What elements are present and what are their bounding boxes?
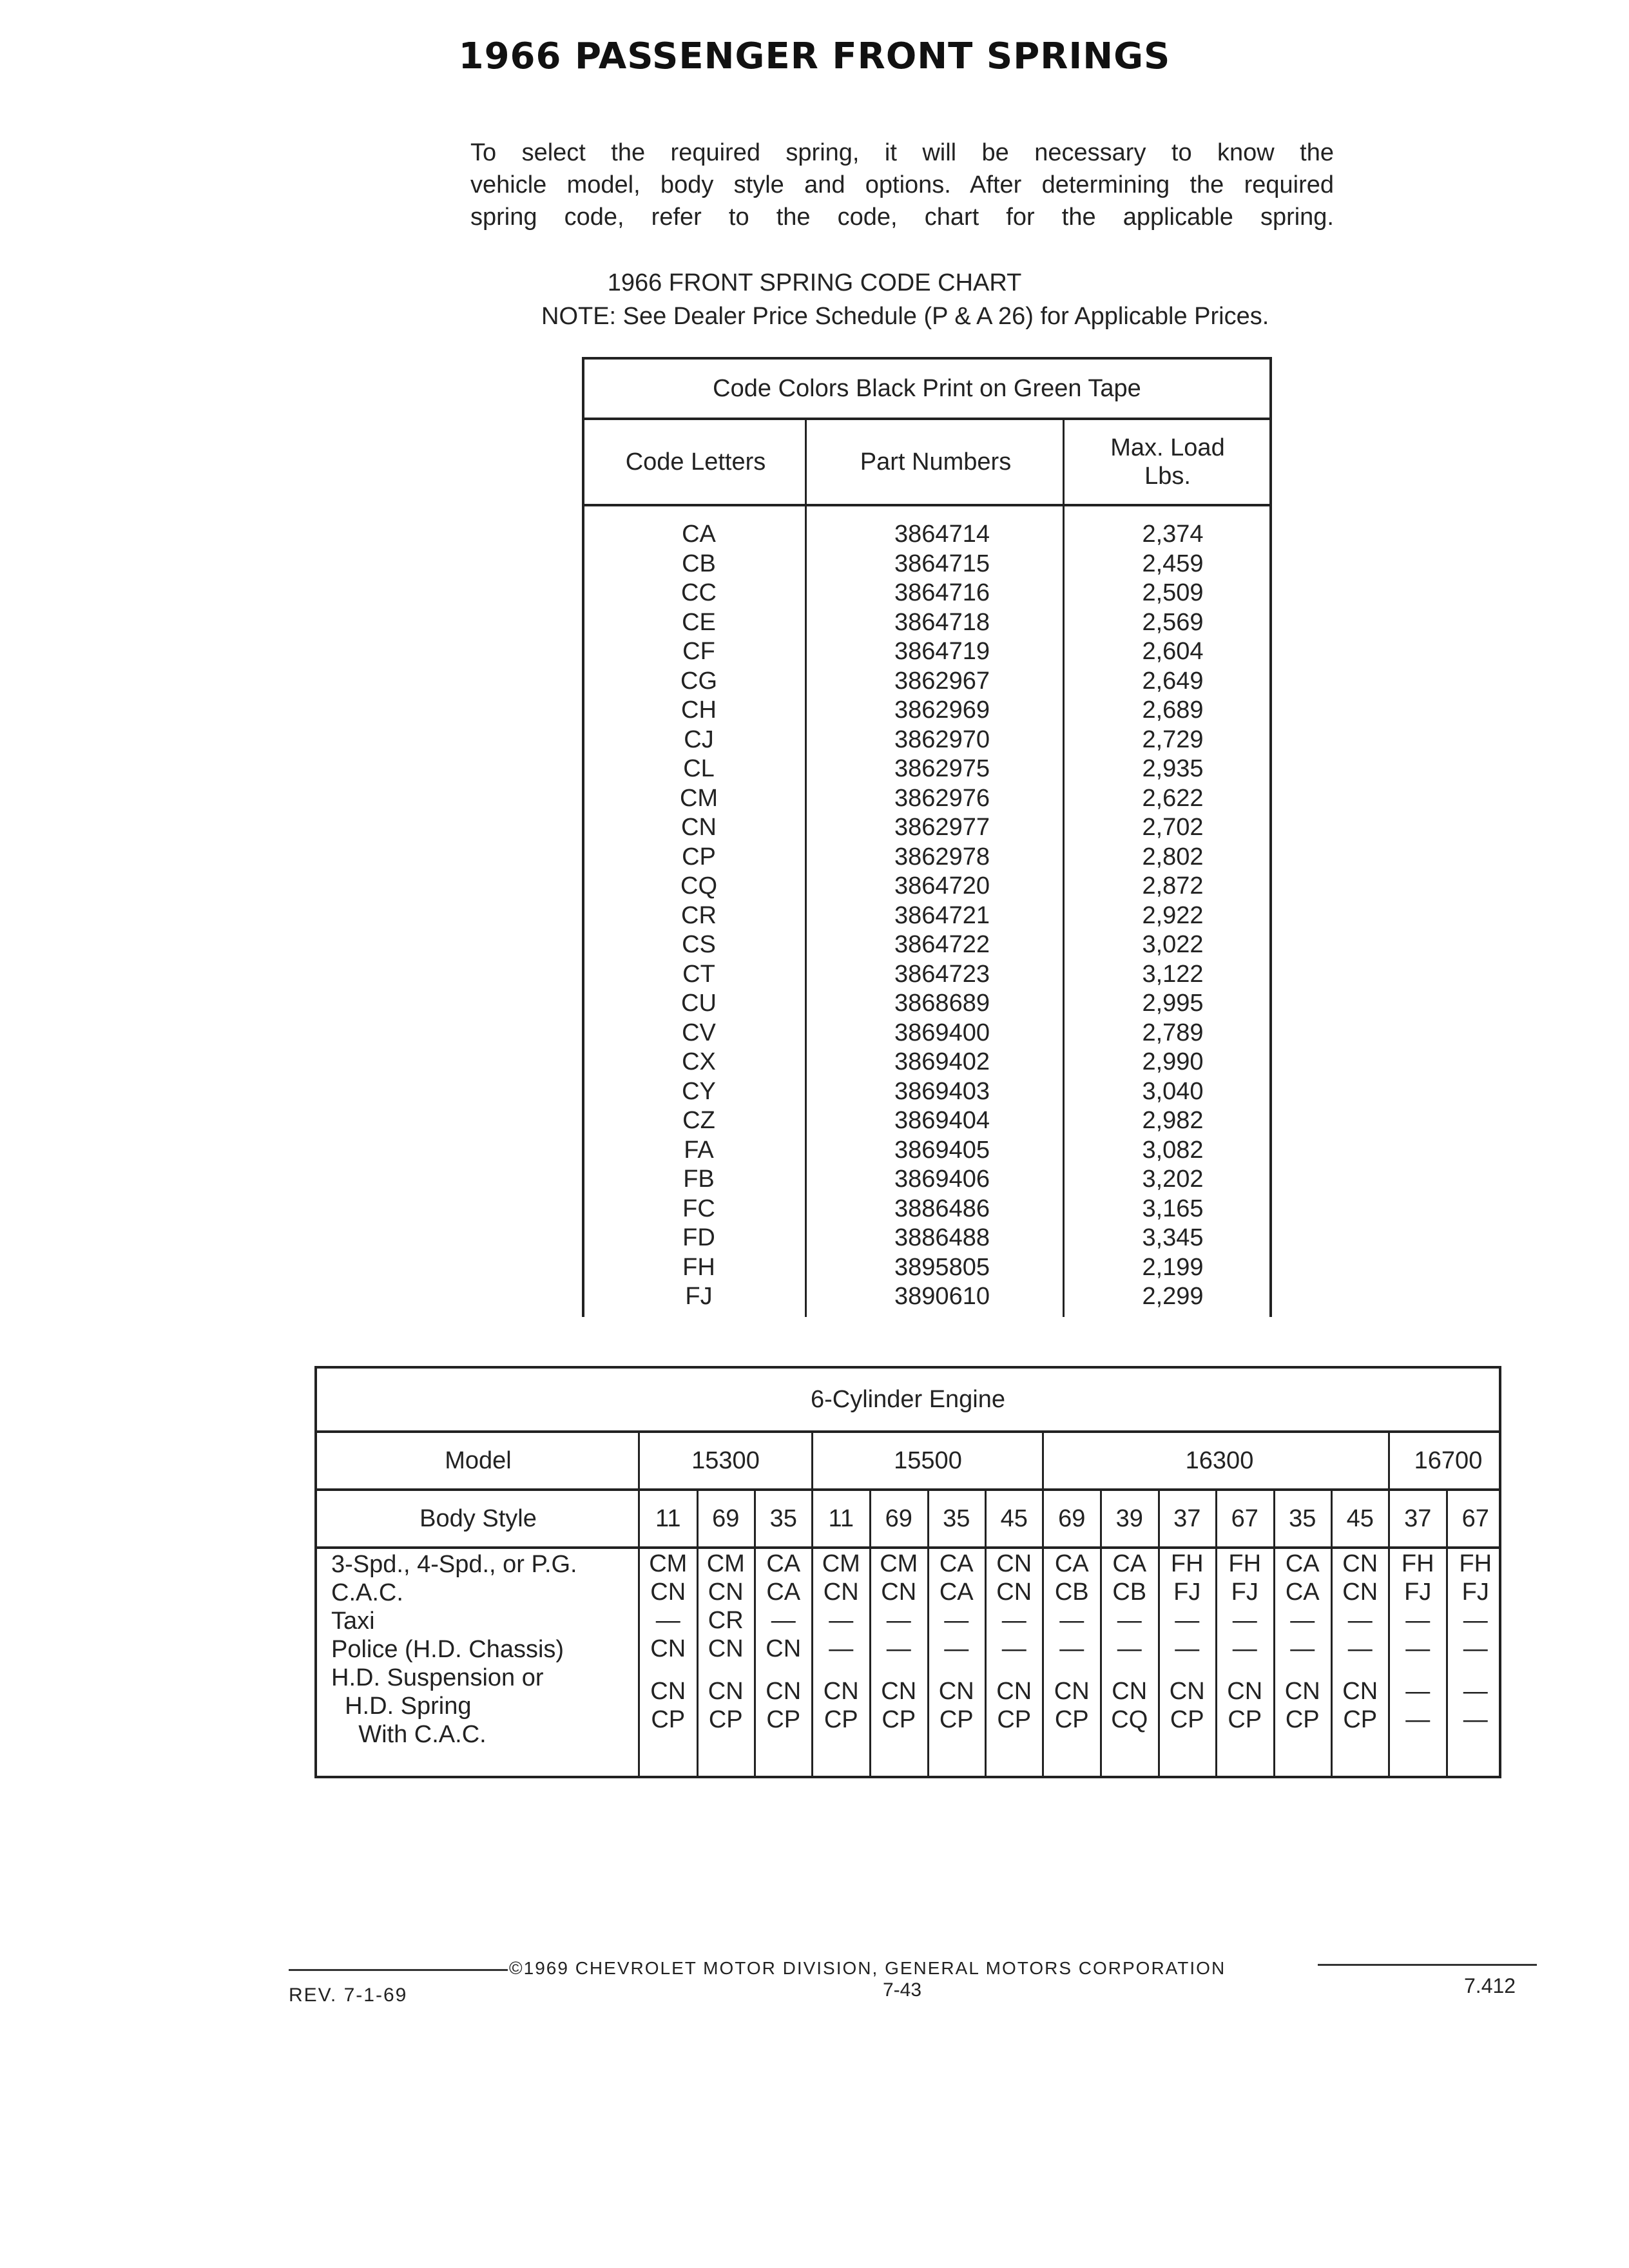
option-value-cell: CB	[1054, 1579, 1089, 1606]
option-value-cell: —	[1175, 1635, 1200, 1662]
code-letter: CE	[682, 608, 716, 636]
option-value-cell: CA	[1285, 1579, 1320, 1606]
code-chart-row	[584, 1137, 1269, 1166]
option-value-cell: CN	[996, 1678, 1032, 1705]
option-value-cell: CN	[650, 1678, 686, 1705]
max-load: 2,935	[1142, 755, 1204, 782]
code-chart-row	[584, 521, 1269, 550]
option-value-cell: CA	[1112, 1550, 1147, 1577]
option-value-cell: CN	[1054, 1678, 1090, 1705]
option-value-cell: CP	[708, 1706, 743, 1733]
body-style-cell: 69	[1058, 1504, 1086, 1532]
footer-page-number: 7-43	[883, 1979, 922, 2001]
model-15500: 15500	[894, 1446, 962, 1474]
code-chart-row	[584, 668, 1269, 697]
footer-copyright: ©1969 CHEVROLET MOTOR DIVISION, GENERAL MOTORS CORPORATION	[509, 1958, 1226, 1978]
option-value-cell: CA	[1054, 1550, 1089, 1577]
model-row	[317, 1433, 1499, 1491]
part-number: 3869404	[894, 1107, 990, 1134]
option-value-cell: —	[1117, 1607, 1142, 1634]
code-letter: CX	[682, 1048, 716, 1075]
option-label: H.D. Spring	[331, 1693, 472, 1720]
option-value-cell: CP	[1054, 1706, 1089, 1733]
table-divider	[1042, 1433, 1044, 1776]
code-chart-row	[584, 755, 1269, 785]
body-style-cell: 69	[885, 1504, 912, 1532]
intro-line: To select the required spring, it will be necessary to know the	[470, 139, 1334, 166]
body-style-label: Body Style	[419, 1504, 537, 1532]
option-value-cell: —	[1059, 1607, 1084, 1634]
part-number: 3886486	[894, 1195, 990, 1222]
option-value-cell: —	[1001, 1607, 1027, 1634]
option-value-cell: —	[1347, 1635, 1373, 1662]
table-divider	[985, 1491, 987, 1776]
table-divider	[1273, 1491, 1275, 1776]
option-value-cell: CN	[881, 1678, 917, 1705]
option-value-cell: FJ	[1461, 1579, 1489, 1606]
option-value-cell: CR	[708, 1607, 744, 1634]
option-value-cell: CQ	[1111, 1706, 1148, 1733]
part-number: 3862975	[894, 755, 990, 782]
option-value-cell: —	[1059, 1635, 1084, 1662]
option-value-cell: CM	[649, 1550, 688, 1577]
table-divider	[1331, 1491, 1333, 1776]
engine-table	[314, 1366, 1501, 1778]
code-letter: CF	[682, 638, 715, 665]
option-value-cell: CA	[939, 1579, 974, 1606]
part-number: 3862967	[894, 667, 990, 695]
table-divider	[1446, 1491, 1448, 1776]
code-letter: CJ	[684, 726, 714, 753]
part-number: 3864716	[894, 579, 990, 606]
max-load: 3,202	[1142, 1166, 1204, 1193]
option-value-cell: CP	[1285, 1706, 1320, 1733]
option-value-cell: —	[771, 1607, 796, 1634]
code-letter: CN	[681, 814, 717, 841]
code-letter: CH	[681, 697, 717, 724]
option-value-cell: CN	[996, 1550, 1032, 1577]
code-chart-row	[584, 1283, 1269, 1312]
option-value-cell: —	[944, 1607, 969, 1634]
option-value-cell: CA	[766, 1579, 801, 1606]
option-value-cell: —	[1232, 1635, 1257, 1662]
option-value-cell: CN	[650, 1579, 686, 1606]
part-number: 3886488	[894, 1224, 990, 1251]
max-load: 2,872	[1142, 872, 1204, 899]
option-value-cell: —	[1463, 1678, 1488, 1705]
option-value-cell: FJ	[1173, 1579, 1201, 1606]
code-chart-row	[584, 609, 1269, 639]
option-label: Taxi	[331, 1608, 375, 1635]
option-value-cell: FH	[1228, 1550, 1262, 1577]
part-number: 3869402	[894, 1048, 990, 1075]
column-header-code-letters: Code Letters	[625, 448, 766, 476]
max-load: 2,689	[1142, 697, 1204, 724]
part-number: 3864722	[894, 931, 990, 958]
code-chart-row	[584, 931, 1269, 961]
code-chart-column-headers	[584, 420, 1269, 506]
code-chart-row	[584, 785, 1269, 814]
max-load: 3,082	[1142, 1136, 1204, 1164]
code-chart-row	[584, 697, 1269, 726]
code-letter: CM	[679, 784, 718, 812]
max-load: 2,299	[1142, 1283, 1204, 1310]
body-style-cell: 37	[1173, 1504, 1201, 1532]
option-label: Police (H.D. Chassis)	[331, 1636, 564, 1663]
option-value-cell: —	[944, 1635, 969, 1662]
code-letter: CR	[681, 901, 717, 929]
max-load: 2,729	[1142, 726, 1204, 753]
part-number: 3864721	[894, 901, 990, 929]
option-value-cell: CN	[1342, 1550, 1378, 1577]
footer-rule	[289, 1969, 508, 1971]
option-label: With C.A.C.	[331, 1721, 487, 1748]
code-chart-row	[584, 872, 1269, 902]
max-load: 2,604	[1142, 638, 1204, 665]
part-number: 3864714	[894, 521, 990, 548]
code-letter: FJ	[685, 1283, 713, 1310]
code-letter: CU	[681, 990, 717, 1017]
code-chart-row	[584, 1107, 1269, 1137]
footer-rule	[1318, 1964, 1537, 1966]
option-value-cell: FH	[1401, 1550, 1434, 1577]
body-style-cell: 11	[828, 1504, 854, 1532]
option-value-cell: —	[1232, 1607, 1257, 1634]
page-title: 1966 PASSENGER FRONT SPRINGS	[458, 35, 1171, 77]
max-load: 2,569	[1142, 608, 1204, 636]
option-value-cell: CN	[708, 1678, 744, 1705]
option-value-cell: CP	[1170, 1706, 1204, 1733]
option-value-cell: CN	[1227, 1678, 1263, 1705]
code-chart-row	[584, 990, 1269, 1019]
part-number: 3864723	[894, 960, 990, 988]
option-value-cell: CP	[1343, 1706, 1378, 1733]
part-number: 3862976	[894, 784, 990, 812]
max-load: 2,622	[1142, 784, 1204, 812]
code-chart-row	[584, 843, 1269, 873]
option-value-cell: —	[1405, 1635, 1431, 1662]
code-letter: CZ	[682, 1107, 715, 1134]
option-value-cell: —	[829, 1635, 854, 1662]
part-number: 3862970	[894, 726, 990, 753]
option-value-cell: —	[655, 1607, 680, 1634]
spring-code-chart	[582, 357, 1272, 1317]
body-style-cell: 67	[1231, 1504, 1258, 1532]
option-value-cell: CN	[708, 1579, 744, 1606]
footer-revision: REV. 7-1-69	[289, 1984, 408, 2006]
code-chart-row	[584, 961, 1269, 990]
option-value-cell: CP	[824, 1706, 858, 1733]
option-value-cell: CB	[1112, 1579, 1147, 1606]
table-divider	[1100, 1491, 1102, 1776]
code-letter: CY	[682, 1077, 716, 1105]
max-load: 2,374	[1142, 521, 1204, 548]
option-value-cell: CP	[997, 1706, 1032, 1733]
option-value-cell: —	[1175, 1607, 1200, 1634]
max-load: 2,702	[1142, 814, 1204, 841]
code-letter: CQ	[680, 872, 717, 899]
max-load: 2,509	[1142, 579, 1204, 606]
code-chart-row	[584, 1019, 1269, 1049]
body-style-cell: 35	[943, 1504, 970, 1532]
option-value-cell: —	[1117, 1635, 1142, 1662]
options-block	[317, 1549, 1499, 1776]
code-letter: CC	[681, 579, 717, 606]
part-number: 3862978	[894, 843, 990, 870]
option-value-cell: CN	[708, 1635, 744, 1662]
option-value-cell: CN	[1169, 1678, 1205, 1705]
code-chart-row	[584, 1048, 1269, 1078]
model-16300: 16300	[1185, 1446, 1254, 1474]
code-letter: CV	[682, 1019, 716, 1046]
max-load: 2,995	[1142, 990, 1204, 1017]
table-divider	[697, 1491, 699, 1776]
option-value-cell: CM	[822, 1550, 860, 1577]
code-chart-row	[584, 1195, 1269, 1225]
body-style-cell: 39	[1115, 1504, 1143, 1532]
option-value-cell: CN	[1112, 1678, 1148, 1705]
code-letter: CP	[682, 843, 716, 870]
max-load: 2,459	[1142, 550, 1204, 577]
code-letter: FB	[683, 1166, 715, 1193]
option-value-cell: CA	[766, 1550, 801, 1577]
option-value-cell: CP	[651, 1706, 686, 1733]
option-value-cell: CN	[938, 1678, 974, 1705]
body-style-cell: 35	[1289, 1504, 1316, 1532]
option-label: H.D. Suspension or	[331, 1664, 544, 1691]
code-letter: CT	[682, 960, 715, 988]
option-value-cell: —	[1290, 1607, 1315, 1634]
code-letter: CG	[680, 667, 717, 695]
body-style-cell: 11	[655, 1504, 681, 1532]
option-value-cell: CN	[823, 1678, 859, 1705]
code-letter: FD	[682, 1224, 715, 1251]
footer-section-number: 7.412	[1464, 1974, 1516, 1997]
option-value-cell: FJ	[1231, 1579, 1258, 1606]
code-letter: FH	[682, 1253, 715, 1281]
code-chart-row	[584, 638, 1269, 668]
table-divider	[638, 1433, 640, 1776]
table-divider	[869, 1491, 871, 1776]
code-chart-header: Code Colors Black Print on Green Tape	[584, 360, 1269, 420]
max-load: 3,022	[1142, 931, 1204, 958]
part-number: 3869403	[894, 1077, 990, 1105]
part-number: 3864719	[894, 638, 990, 665]
code-chart-row	[584, 1078, 1269, 1108]
part-number: 3895805	[894, 1253, 990, 1281]
code-chart-row	[584, 902, 1269, 932]
code-chart-row	[584, 1166, 1269, 1195]
option-value-cell: —	[829, 1607, 854, 1634]
option-value-cell: —	[1405, 1607, 1431, 1634]
option-value-cell: CN	[996, 1579, 1032, 1606]
option-value-cell: CN	[766, 1635, 802, 1662]
max-load: 2,990	[1142, 1048, 1204, 1075]
option-value-cell: FJ	[1404, 1579, 1432, 1606]
body-style-cell: 45	[1000, 1504, 1028, 1532]
table-divider	[1388, 1433, 1390, 1776]
body-style-cell: 67	[1461, 1504, 1489, 1532]
max-load-label: Max. Load	[1110, 434, 1225, 461]
option-value-cell: CN	[823, 1579, 859, 1606]
option-value-cell: —	[1347, 1607, 1373, 1634]
max-load: 2,649	[1142, 667, 1204, 695]
option-labels	[331, 1550, 577, 1749]
part-number: 3864718	[894, 608, 990, 636]
option-value-cell: —	[1290, 1635, 1315, 1662]
option-value-cell: CP	[1228, 1706, 1262, 1733]
option-value-cell: —	[1463, 1607, 1488, 1634]
table-divider	[754, 1491, 756, 1776]
code-letter: CA	[682, 521, 716, 548]
option-value-cell: —	[886, 1607, 911, 1634]
code-chart-row	[584, 1254, 1269, 1283]
max-load: 3,122	[1142, 960, 1204, 988]
max-load: 2,199	[1142, 1253, 1204, 1281]
option-label: 3-Spd., 4-Spd., or P.G.	[331, 1551, 577, 1578]
option-value-cell: CN	[1342, 1579, 1378, 1606]
code-chart-row	[584, 814, 1269, 843]
chart-title: 1966 FRONT SPRING CODE CHART	[607, 269, 1022, 296]
option-value-cell: CA	[1285, 1550, 1320, 1577]
max-load: 2,982	[1142, 1107, 1204, 1134]
code-letter: FA	[684, 1136, 714, 1164]
max-load: 3,040	[1142, 1077, 1204, 1105]
part-number: 3864715	[894, 550, 990, 577]
option-value-cell: CP	[939, 1706, 974, 1733]
part-number: 3869406	[894, 1166, 990, 1193]
column-header-part-numbers: Part Numbers	[860, 448, 1012, 476]
part-number: 3890610	[894, 1283, 990, 1310]
part-number: 3869400	[894, 1019, 990, 1046]
body-style-row	[317, 1491, 1499, 1549]
max-load: 2,789	[1142, 1019, 1204, 1046]
code-letter: CB	[682, 550, 716, 577]
body-style-cell: 37	[1404, 1504, 1432, 1532]
intro-paragraph	[470, 137, 1334, 233]
code-chart-row	[584, 1224, 1269, 1254]
part-number: 3869405	[894, 1136, 990, 1164]
option-value-cell: —	[1001, 1635, 1027, 1662]
option-value-cell: CN	[1342, 1678, 1378, 1705]
chart-note: NOTE: See Dealer Price Schedule (P & A 26) for Applicable Prices.	[541, 303, 1269, 330]
engine-table-title: 6-Cylinder Engine	[317, 1369, 1499, 1433]
code-letter: FC	[682, 1195, 715, 1222]
table-divider	[811, 1433, 813, 1776]
code-chart-row	[584, 579, 1269, 609]
max-load: 2,802	[1142, 843, 1204, 870]
part-number: 3864720	[894, 872, 990, 899]
model-15300: 15300	[691, 1446, 760, 1474]
intro-line: vehicle model, body style and options. After determining the required	[470, 171, 1334, 198]
column-header-max-load	[1065, 420, 1271, 504]
option-value-cell: —	[1405, 1706, 1431, 1733]
part-number: 3862969	[894, 697, 990, 724]
max-load: 3,165	[1142, 1195, 1204, 1222]
table-divider	[927, 1491, 929, 1776]
option-value-cell: CN	[650, 1635, 686, 1662]
option-value-cell: —	[1405, 1678, 1431, 1705]
table-divider	[1215, 1491, 1217, 1776]
option-value-cell: —	[886, 1635, 911, 1662]
code-letter: CS	[682, 931, 716, 958]
option-label: C.A.C.	[331, 1579, 403, 1606]
max-load: 2,922	[1142, 901, 1204, 929]
intro-line: spring code, refer to the code, chart for the applicable spring.	[470, 204, 1334, 231]
option-value-cell: CM	[706, 1550, 745, 1577]
max-load-unit: Lbs.	[1144, 463, 1191, 490]
option-value-cell: —	[1463, 1706, 1488, 1733]
code-letter: CL	[683, 755, 715, 782]
option-value-cell: CN	[1284, 1678, 1320, 1705]
option-value-cell: FH	[1459, 1550, 1492, 1577]
body-style-cell: 69	[712, 1504, 740, 1532]
code-chart-row	[584, 726, 1269, 756]
body-style-cell: 45	[1346, 1504, 1374, 1532]
option-value-cell: FH	[1170, 1550, 1204, 1577]
code-chart-row	[584, 550, 1269, 580]
table-divider	[1158, 1491, 1160, 1776]
part-number: 3862977	[894, 814, 990, 841]
model-16700: 16700	[1414, 1446, 1483, 1474]
body-style-cell: 35	[769, 1504, 797, 1532]
part-number: 3868689	[894, 990, 990, 1017]
option-value-cell: CA	[939, 1550, 974, 1577]
model-label: Model	[445, 1446, 512, 1474]
option-value-cell: CP	[882, 1706, 916, 1733]
option-value-cell: CN	[766, 1678, 802, 1705]
option-value-cell: —	[1463, 1635, 1488, 1662]
option-value-cell: CM	[880, 1550, 918, 1577]
max-load: 3,345	[1142, 1224, 1204, 1251]
option-value-cell: CN	[881, 1579, 917, 1606]
option-value-cell: CP	[766, 1706, 801, 1733]
